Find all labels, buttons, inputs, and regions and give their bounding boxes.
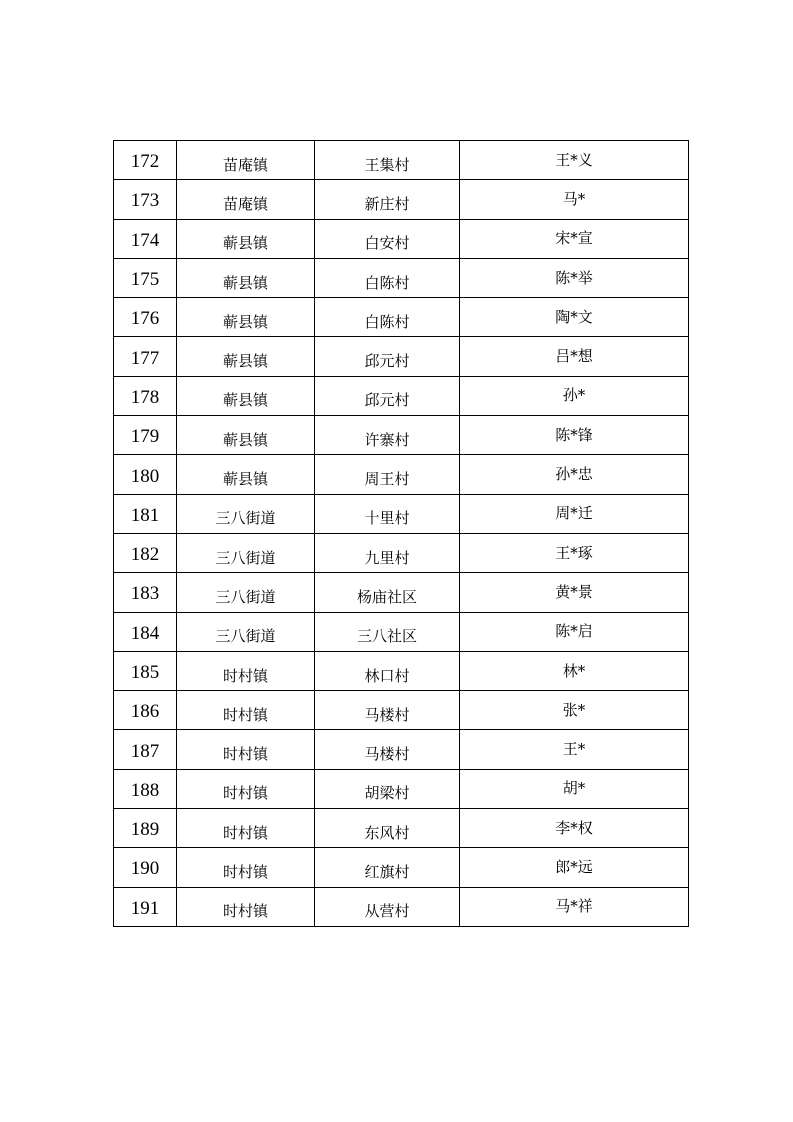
village-cell: 邱元村 — [315, 376, 460, 415]
person-name-cell: 黄*景 — [460, 573, 689, 612]
village-cell: 林口村 — [315, 651, 460, 690]
town-cell: 蕲县镇 — [177, 258, 315, 297]
table-row — [114, 848, 689, 887]
town-cell: 三八街道 — [177, 494, 315, 533]
town-cell: 时村镇 — [177, 691, 315, 730]
row-number-cell: 172 — [114, 141, 177, 180]
row-number-cell: 174 — [114, 219, 177, 258]
town-cell: 蕲县镇 — [177, 219, 315, 258]
person-name-cell: 王*琢 — [460, 533, 689, 572]
town-cell: 蕲县镇 — [177, 376, 315, 415]
row-number-cell: 190 — [114, 848, 177, 887]
village-cell: 杨庙社区 — [315, 573, 460, 612]
table-row — [114, 691, 689, 730]
village-cell: 九里村 — [315, 533, 460, 572]
row-number-cell: 182 — [114, 533, 177, 572]
person-name-cell: 陈*锋 — [460, 416, 689, 455]
village-cell: 新庄村 — [315, 180, 460, 219]
person-name-cell: 王* — [460, 730, 689, 769]
person-name-cell: 王*义 — [460, 141, 689, 180]
table-row — [114, 337, 689, 376]
village-cell: 三八社区 — [315, 612, 460, 651]
village-cell: 红旗村 — [315, 848, 460, 887]
row-number-cell: 191 — [114, 887, 177, 926]
table-row — [114, 219, 689, 258]
village-cell: 白安村 — [315, 219, 460, 258]
person-name-cell: 马*祥 — [460, 887, 689, 926]
table-row — [114, 651, 689, 690]
table-row — [114, 730, 689, 769]
town-cell: 时村镇 — [177, 651, 315, 690]
row-number-cell: 189 — [114, 809, 177, 848]
row-number-cell: 188 — [114, 769, 177, 808]
row-number-cell: 181 — [114, 494, 177, 533]
table-row — [114, 141, 689, 180]
row-number-cell: 177 — [114, 337, 177, 376]
town-cell: 蕲县镇 — [177, 298, 315, 337]
person-name-cell: 胡* — [460, 769, 689, 808]
table-row — [114, 887, 689, 926]
person-name-cell: 周*迁 — [460, 494, 689, 533]
village-cell: 胡梁村 — [315, 769, 460, 808]
table-row — [114, 298, 689, 337]
town-cell: 三八街道 — [177, 573, 315, 612]
person-name-cell: 马* — [460, 180, 689, 219]
row-number-cell: 184 — [114, 612, 177, 651]
village-cell: 许寨村 — [315, 416, 460, 455]
person-name-cell: 张* — [460, 691, 689, 730]
person-name-cell: 陈*启 — [460, 612, 689, 651]
row-number-cell: 176 — [114, 298, 177, 337]
record-table — [113, 140, 689, 927]
row-number-cell: 187 — [114, 730, 177, 769]
table-row — [114, 376, 689, 415]
village-cell: 周王村 — [315, 455, 460, 494]
person-name-cell: 孙*忠 — [460, 455, 689, 494]
row-number-cell: 175 — [114, 258, 177, 297]
person-name-cell: 吕*想 — [460, 337, 689, 376]
person-name-cell: 陈*举 — [460, 258, 689, 297]
person-name-cell: 孙* — [460, 376, 689, 415]
table-row — [114, 612, 689, 651]
row-number-cell: 179 — [114, 416, 177, 455]
village-cell: 马楼村 — [315, 691, 460, 730]
village-cell: 从营村 — [315, 887, 460, 926]
village-cell: 马楼村 — [315, 730, 460, 769]
table-row — [114, 573, 689, 612]
town-cell: 时村镇 — [177, 887, 315, 926]
table-row — [114, 533, 689, 572]
person-name-cell: 宋*宣 — [460, 219, 689, 258]
person-name-cell: 李*权 — [460, 809, 689, 848]
town-cell: 蕲县镇 — [177, 337, 315, 376]
village-cell: 邱元村 — [315, 337, 460, 376]
row-number-cell: 185 — [114, 651, 177, 690]
village-cell: 白陈村 — [315, 298, 460, 337]
table-row — [114, 180, 689, 219]
row-number-cell: 180 — [114, 455, 177, 494]
town-cell: 时村镇 — [177, 848, 315, 887]
town-cell: 时村镇 — [177, 769, 315, 808]
town-cell: 三八街道 — [177, 612, 315, 651]
town-cell: 苗庵镇 — [177, 141, 315, 180]
table-row — [114, 494, 689, 533]
table-row — [114, 809, 689, 848]
person-name-cell: 郎*远 — [460, 848, 689, 887]
town-cell: 时村镇 — [177, 809, 315, 848]
person-name-cell: 林* — [460, 651, 689, 690]
record-body — [114, 141, 689, 927]
table-row — [114, 258, 689, 297]
row-number-cell: 178 — [114, 376, 177, 415]
town-cell: 蕲县镇 — [177, 416, 315, 455]
table-row — [114, 769, 689, 808]
table-row — [114, 416, 689, 455]
village-cell: 东风村 — [315, 809, 460, 848]
town-cell: 时村镇 — [177, 730, 315, 769]
village-cell: 十里村 — [315, 494, 460, 533]
village-cell: 白陈村 — [315, 258, 460, 297]
row-number-cell: 173 — [114, 180, 177, 219]
village-cell: 王集村 — [315, 141, 460, 180]
town-cell: 苗庵镇 — [177, 180, 315, 219]
table-row — [114, 455, 689, 494]
town-cell: 三八街道 — [177, 533, 315, 572]
person-name-cell: 陶*文 — [460, 298, 689, 337]
row-number-cell: 183 — [114, 573, 177, 612]
row-number-cell: 186 — [114, 691, 177, 730]
town-cell: 蕲县镇 — [177, 455, 315, 494]
